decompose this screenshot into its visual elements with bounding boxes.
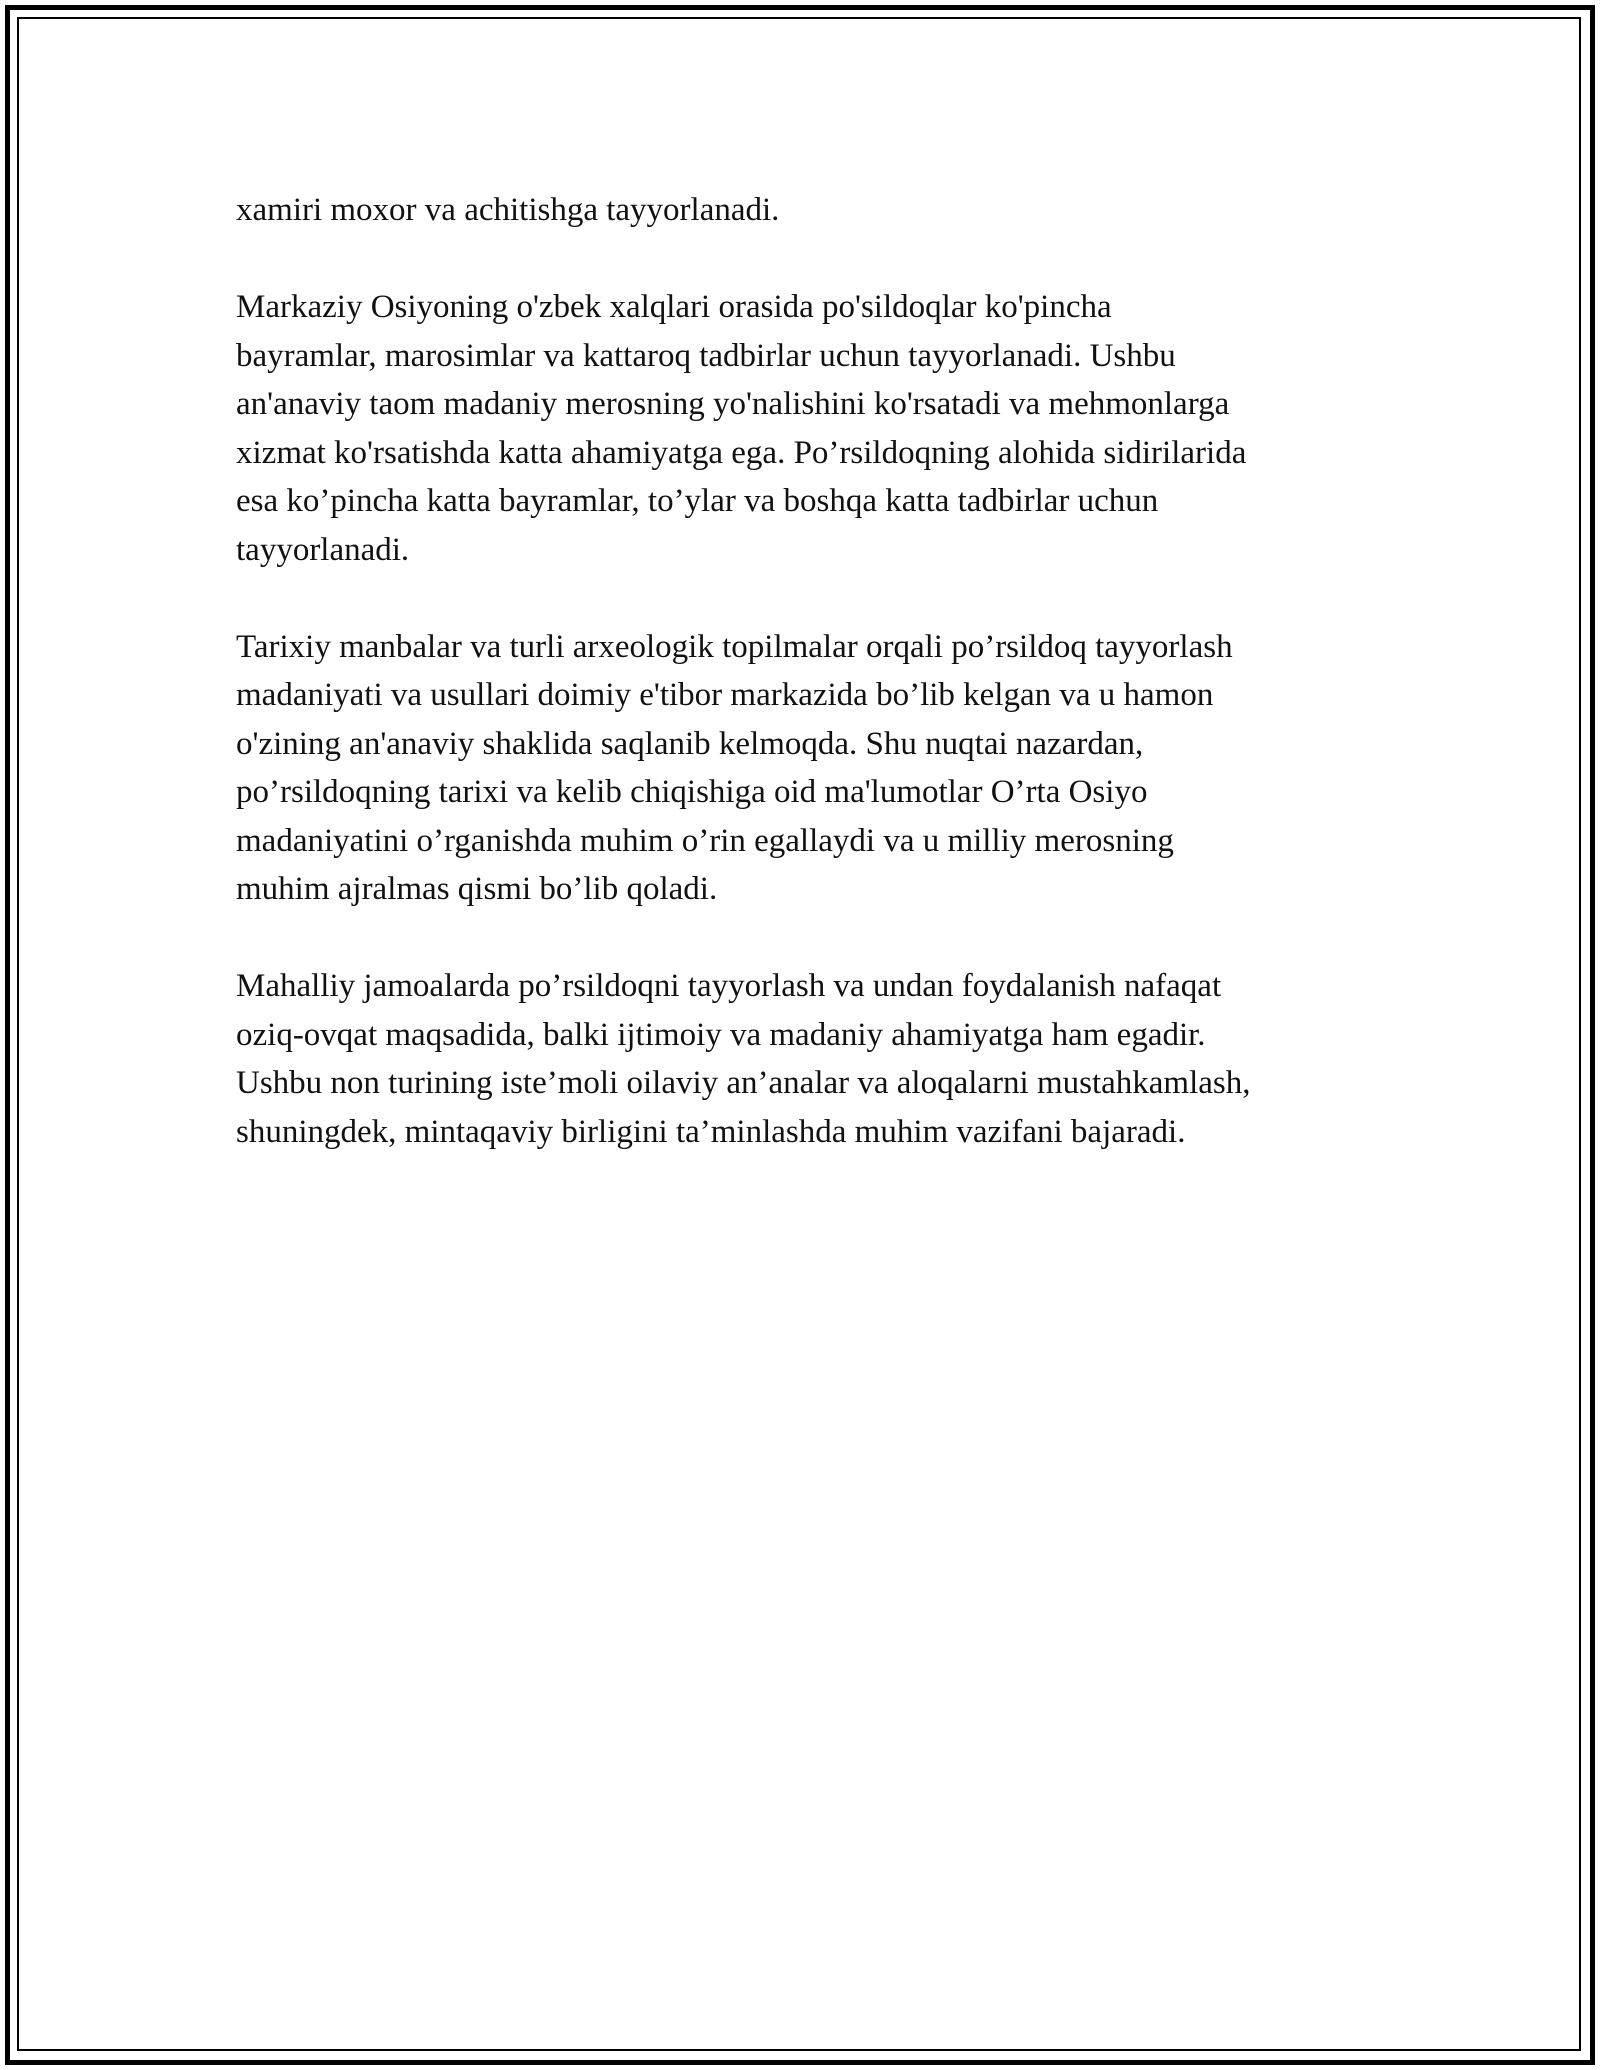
text-line: po’rsildoqning tarixi va kelib chiqishiga oid ma'lumotlar O’rta Osiyo [236, 774, 1148, 810]
text-line: tayyorlanadi. [236, 531, 410, 568]
paragraph-1 [236, 186, 1426, 235]
text-line: bayramlar, marosimlar va kattaroq tadbirlar uchun tayyorlanadi. Ushbu [236, 337, 1176, 374]
text-line: madaniyatini o’rganishda muhim o’rin egallaydi va u milliy merosning [236, 822, 1174, 859]
text-line: o'zining an'anaviy shaklida saqlanib kelmoqda. Shu nuqtai nazardan, [236, 725, 1144, 762]
text-line: muhim ajralmas qismi bo’lib qoladi. [236, 871, 718, 907]
text-line: an'anaviy taom madaniy merosning yo'nalishini ko'rsatadi va mehmonlarga [236, 386, 1230, 422]
paragraph-3 [236, 623, 1426, 914]
text-line: Tarixiy manbalar va turli arxeologik topilmalar orqali po’rsildoq tayyorlash [236, 628, 1233, 665]
text-line: Mahalliy jamoalarda po’rsildoqni tayyorlash va undan foydalanish nafaqat [236, 968, 1222, 1004]
paragraph-2 [236, 283, 1426, 574]
text-line: xizmat ko'rsatishda katta ahamiyatga ega. Po’rsildoqning alohida sidirilarida [236, 434, 1247, 471]
text-line: esa ko’pincha katta bayramlar, to’ylar va boshqa katta tadbirlar uchun [236, 483, 1159, 519]
paragraph-4 [236, 962, 1426, 1156]
document-body [236, 186, 1426, 1205]
text-line: Ushbu non turining iste’moli oilaviy an’analar va aloqalarni mustahkamlash, [236, 1065, 1251, 1101]
text-line: madaniyati va usullari doimiy e'tibor markazida bo’lib kelgan va u hamon [236, 677, 1214, 713]
text-line: oziq-ovqat maqsadida, balki ijtimoiy va madaniy ahamiyatga ham egadir. [236, 1016, 1206, 1053]
text-line: shuningdek, mintaqaviy birligini ta’minlashda muhim vazifani bajaradi. [236, 1113, 1186, 1150]
text-line: xamiri moxor va achitishga tayyorlanadi. [236, 192, 780, 228]
text-line: Markaziy Osiyoning o'zbek xalqlari orasida po'sildoqlar ko'pincha [236, 289, 1112, 325]
